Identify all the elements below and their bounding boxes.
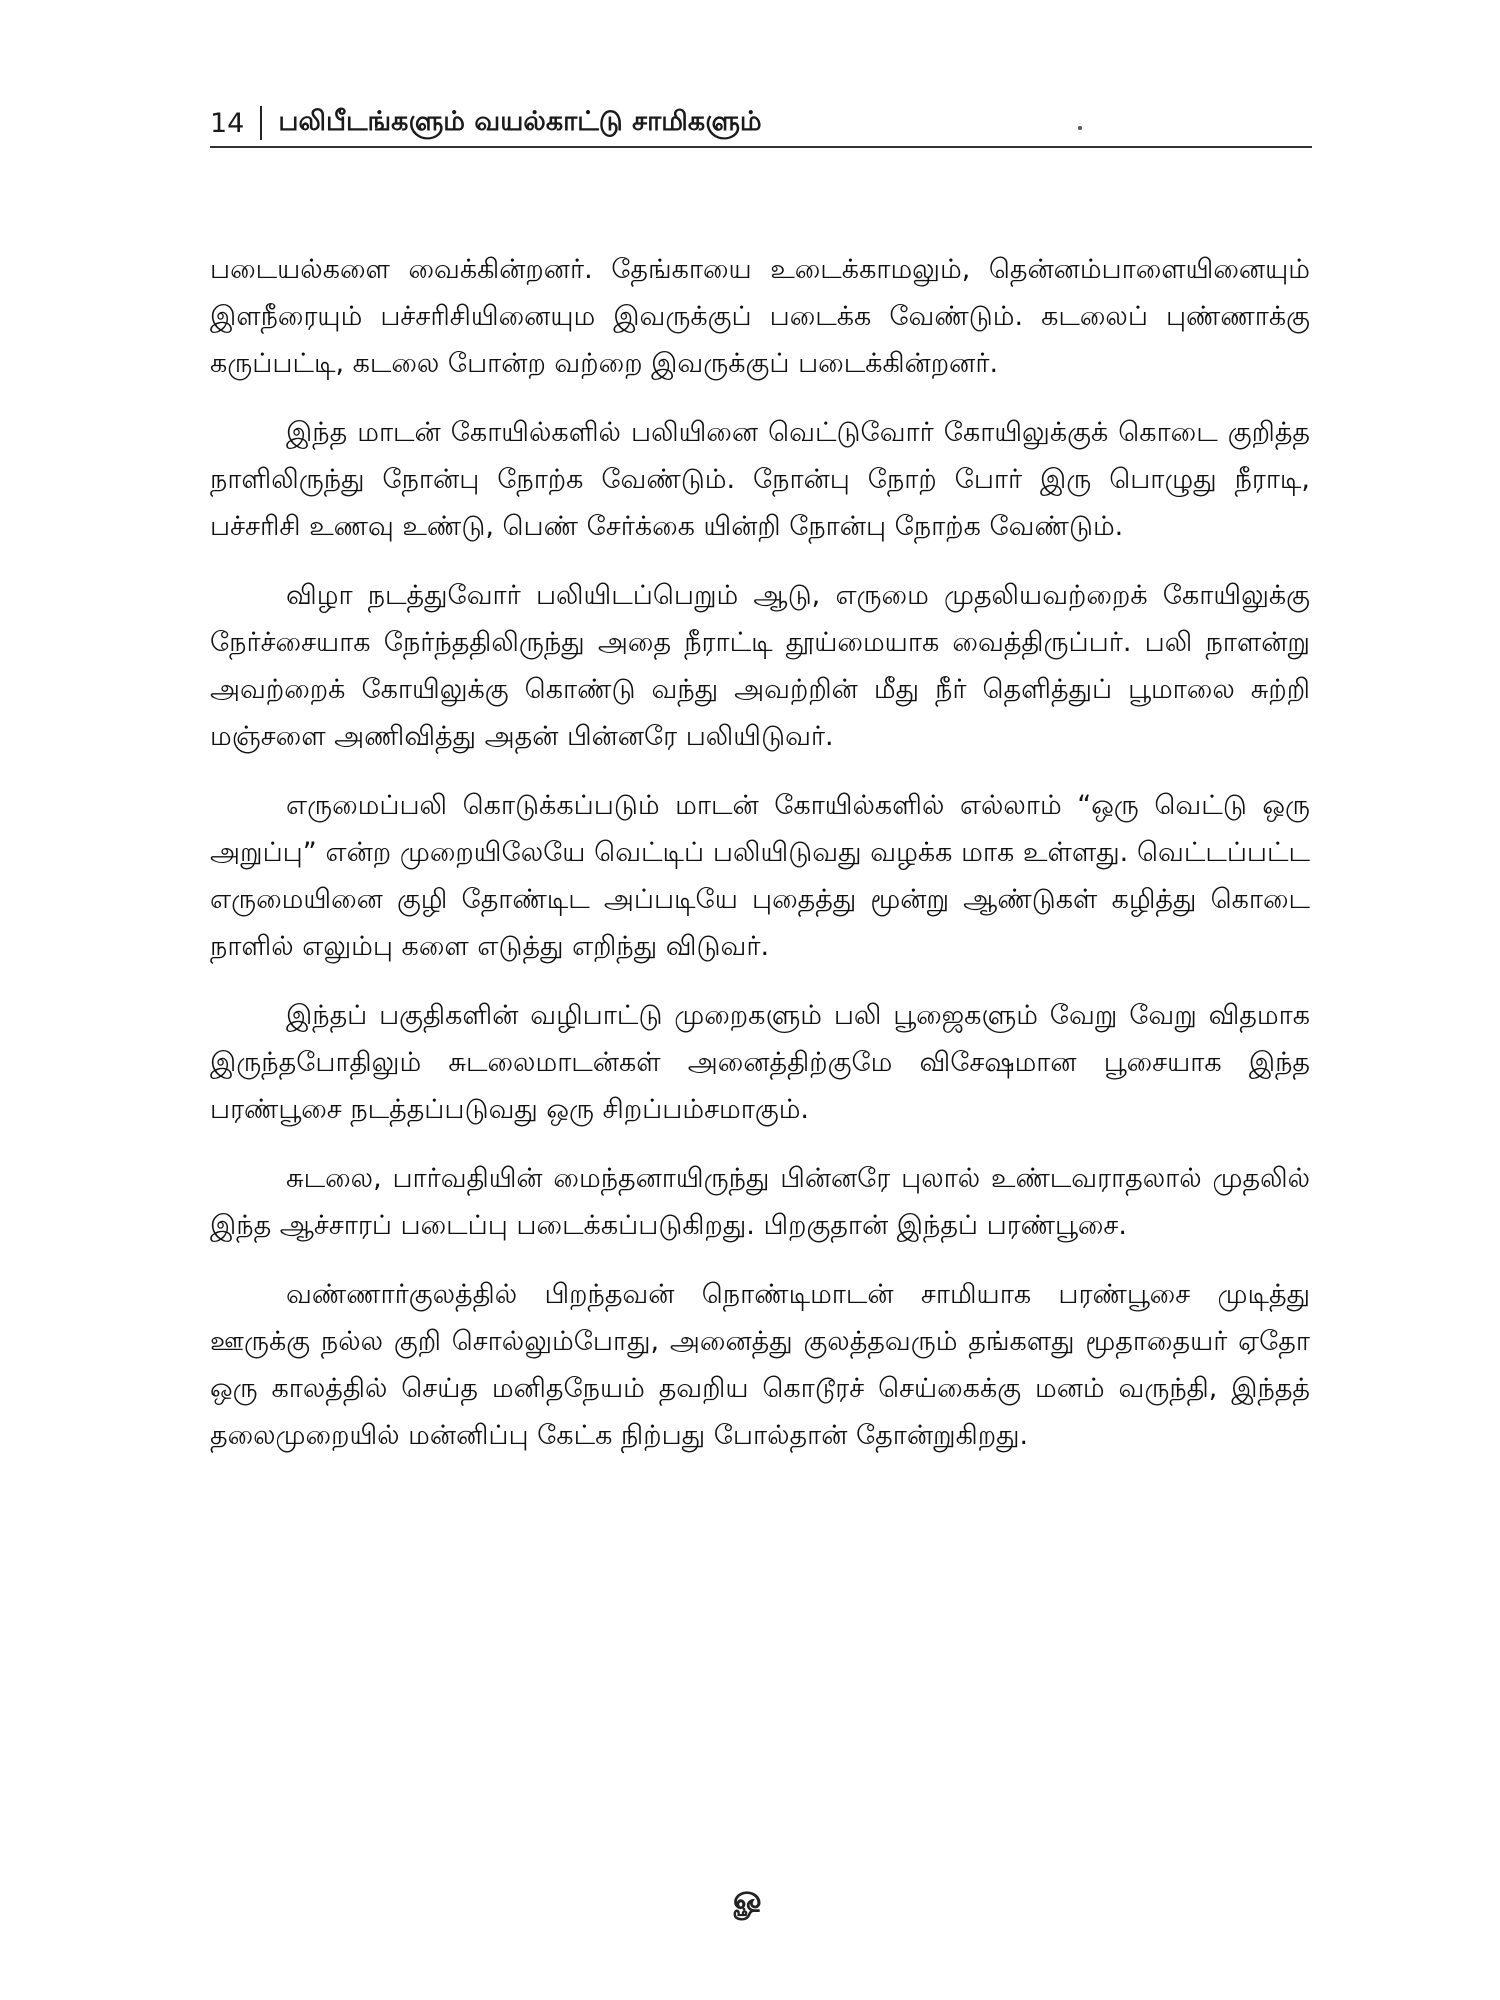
header-rule <box>210 146 1312 148</box>
book-title: பலிபீடங்களும் வயல்காட்டு சாமிகளும் <box>278 105 762 137</box>
running-header <box>210 98 1310 148</box>
paragraph-7: வண்ணார்குலத்தில் பிறந்தவன் நொண்டிமாடன் சாமியாக பரண்பூசை முடித்து ஊருக்கு நல்ல குறி சொல்லும்போது, அனைத்து குலத்தவரும் தங்களது மூதாதையர் ஏதோ ஒரு காலத்தில் செய்த மனிதநேயம் தவறிய கொடூரச் செய்கைக்கு மனம் வருந்தி, இந்தத் தலைமுறையில் மன்னிப்பு கேட்க நிற்பது போல்தான் தோன்றுகிறது. <box>210 1279 1310 1451</box>
paragraph-6: சுடலை, பார்வதியின் மைந்தனாயிருந்து பின்னரே புலால் உண்டவராதலால் முதலில் இந்த ஆச்சாரப் படைப்பு படைக்கப்படுகிறது. பிறகுதான் இந்தப் பரண்பூசை. <box>210 1163 1310 1241</box>
body-text <box>210 246 1310 1481</box>
header-separator <box>260 106 262 140</box>
paragraph-2: இந்த மாடன் கோயில்களில் பலியினை வெட்டுவோர் கோயிலுக்குக் கொடை குறித்த நாளிலிருந்து நோன்பு நோற்க வேண்டும். நோன்பு நோற் போர் இரு பொழுது நீராடி, பச்சரிசி உணவு உண்டு, பெண் சேர்க்கை யின்றி நோன்பு நோற்க வேண்டும். <box>210 417 1310 542</box>
paragraph-5: இந்தப் பகுதிகளின் வழிபாட்டு முறைகளும் பலி பூஜைகளும் வேறு வேறு விதமாக இருந்தபோதிலும் சுடலைமாடன்கள் அனைத்திற்குமே விசேஷமான பூசையாக இந்த பரண்பூசை நடத்தப்படுவது ஒரு சிறப்பம்சமாகும். <box>210 1000 1310 1125</box>
om-symbol: ௐ <box>733 1878 767 1918</box>
paragraph-4: எருமைப்பலி கொடுக்கப்படும் மாடன் கோயில்களில் எல்லாம் “ஒரு வெட்டு ஒரு அறுப்பு” என்ற முறையிலேயே வெட்டிப் பலியிடுவது வழக்க மாக உள்ளது. வெட்டப்பட்ட எருமையினை குழி தோண்டிட அப்படியே புதைத்து மூன்று ஆண்டுகள் கழித்து கொடை நாளில் எலும்பு களை எடுத்து எறிந்து விடுவர். <box>210 790 1310 962</box>
paragraph-1: படையல்களை வைக்கின்றனர். தேங்காயை உடைக்காமலும், தென்னம்பாளையினையும் இளநீரையும் பச்சரிசியினையும இவருக்குப் படைக்க வேண்டும். கடலைப் புண்ணாக்கு கருப்பட்டி, கடலை போன்ற வற்றை இவருக்குப் படைக்கின்றனர். <box>210 254 1310 379</box>
paragraph-3: விழா நடத்துவோர் பலியிடப்பெறும் ஆடு, எருமை முதலியவற்றைக் கோயிலுக்கு நேர்ச்சையாக நேர்ந்ததிலிருந்து அதை நீராட்டி தூய்மையாக வைத்திருப்பர். பலி நாளன்று அவற்றைக் கோயிலுக்கு கொண்டு வந்து அவற்றின் மீது நீர் தெளித்துப் பூமாலை சுற்றி மஞ்சளை அணிவித்து அதன் பின்னரே பலியிடுவர். <box>210 580 1310 752</box>
scan-speck <box>1078 126 1082 130</box>
page-number: 14 <box>210 107 245 139</box>
